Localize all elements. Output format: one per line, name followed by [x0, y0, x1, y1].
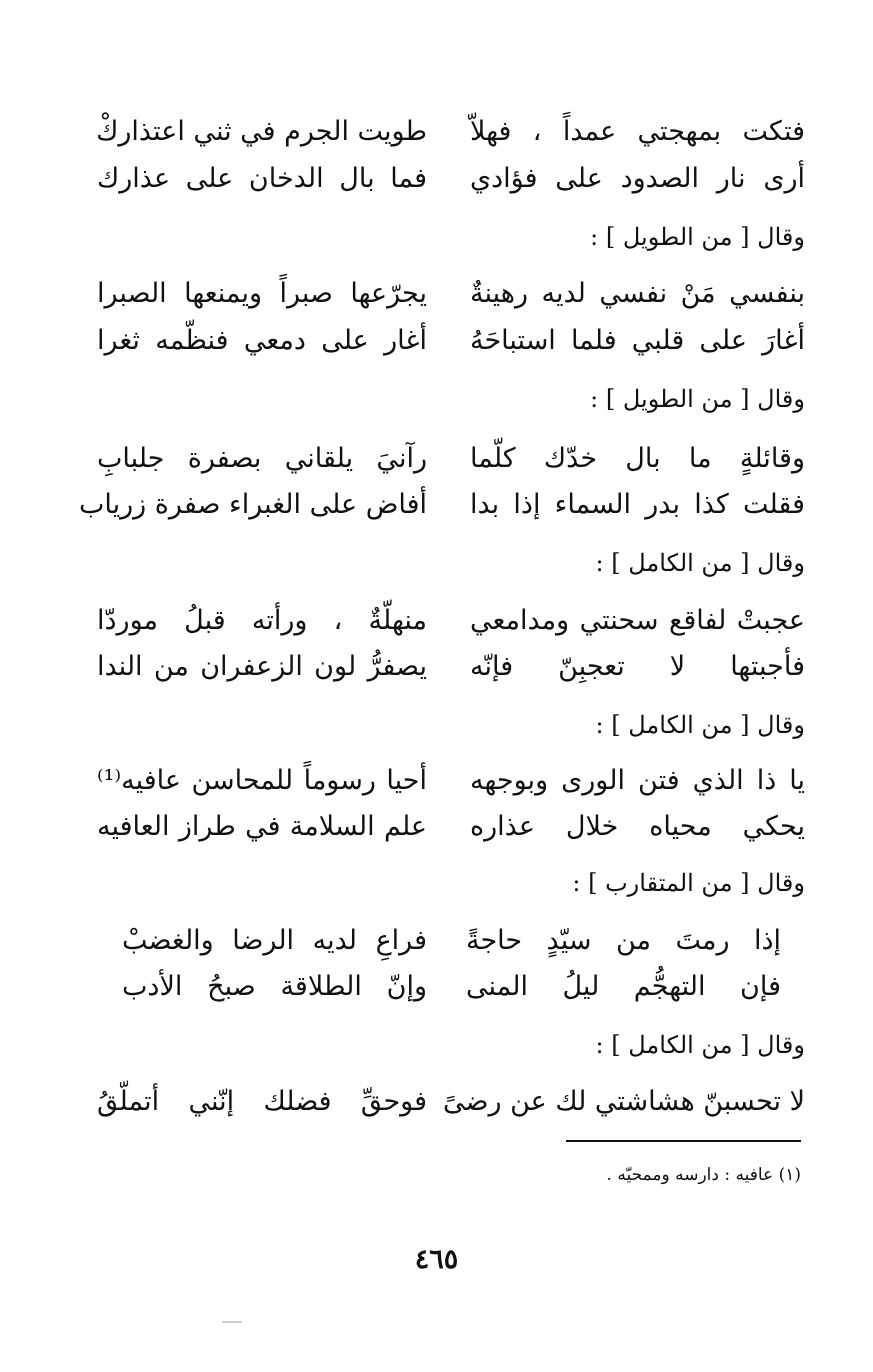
verse-hemistich-8b: يصفرُّ لون الزعفران من الندا: [97, 651, 427, 682]
verse-hemistich-8a: فأجبتها لا تعجبِنّ فإنّه: [470, 651, 805, 682]
verse-hemistich-4b: أغار على دمعي فنظّمه ثغرا: [97, 325, 427, 356]
verse-hemistich-7a: عجبتْ لفاقع سحنتي ومدامعي: [470, 605, 805, 636]
verse-hemistich-4a: أغارَ على قلبي فلما استباحَهُ: [470, 325, 805, 356]
page-number: ٤٦٥: [414, 1244, 459, 1275]
verse-hemistich-11b: فراعِ لديه الرضا والغضبْ: [122, 925, 427, 956]
scan-smudge: [222, 1321, 242, 1323]
verse-hemistich-6a: فقلت كذا بدر السماء إذا بدا: [470, 489, 805, 520]
verse-hemistich-7b: منهلّةٌ ، ورأته قبلُ موردّا: [97, 605, 427, 636]
verse-hemistich-11a: إذا رمتَ من سيّدٍ حاجةً: [466, 925, 781, 956]
section-heading-5: وقال [ من المتقارب ] :: [572, 869, 805, 897]
verse-hemistich-3b: يجرّعها صبراً ويمنعها الصبرا: [97, 278, 427, 309]
footnote: (١) عافيه : دارسه وممحيّه .: [606, 1165, 801, 1185]
verse-hemistich-10a: يحكي محياه خلال عذاره: [470, 811, 805, 842]
verse-hemistich-2a: أرى نار الصدود على فؤادي: [470, 163, 805, 194]
verse-hemistich-5b: رآنيَ يلقاني بصفرة جلبابِ: [97, 443, 427, 474]
verse-hemistich-12b: وإنّ الطلاقة صبحُ الأدب: [122, 971, 427, 1002]
section-heading-3: وقال [ من الكامل ] :: [595, 549, 805, 577]
section-heading-6: وقال [ من الكامل ] :: [595, 1031, 805, 1059]
verse-hemistich-13b: فوحقِّ فضلك إنّني أتملّقُ: [97, 1086, 427, 1117]
verse-hemistich-1a: فتكت بمهجتي عمداً ، فهلاّ: [470, 116, 805, 147]
verse-hemistich-13a: لا تحسبنّ هشاشتي لك عن رضىً: [443, 1086, 805, 1117]
verse-hemistich-9a: يا ذا الذي فتن الورى وبوجهه: [470, 765, 805, 796]
verse-hemistich-10b: علم السلامة في طراز العافيه: [97, 811, 427, 842]
verse-hemistich-6b: أفاض على الغبراء صفرة زرياب: [78, 489, 427, 520]
verse-hemistich-9b: أحيا رسوماً للمحاسن عافيه⁽¹⁾: [97, 765, 427, 796]
verse-hemistich-2b: فما بال الدخان على عذارك: [97, 163, 427, 194]
verse-hemistich-1b: طويت الجرم في ثني اعتذاركْ: [96, 116, 427, 147]
verse-hemistich-3a: بنفسي مَنْ نفسي لديه رهينةٌ: [470, 278, 805, 309]
footnote-divider: [566, 1140, 801, 1142]
verse-hemistich-12a: فإن التهجُّم ليلُ المنى: [466, 971, 781, 1002]
section-heading-1: وقال [ من الطويل ] :: [590, 223, 805, 251]
section-heading-4: وقال [ من الكامل ] :: [595, 711, 805, 739]
section-heading-2: وقال [ من الطويل ] :: [590, 385, 805, 413]
verse-hemistich-5a: وقائلةٍ ما بال خدّك كلّما: [470, 443, 805, 474]
